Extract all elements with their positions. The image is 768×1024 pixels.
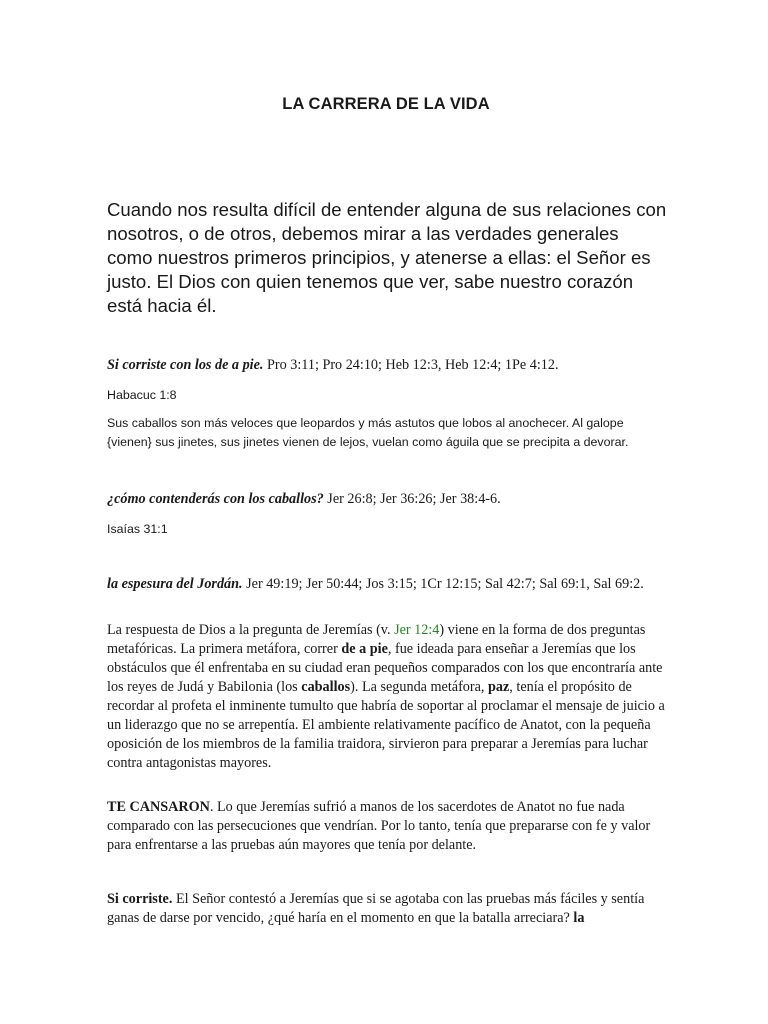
section-1-line (107, 356, 665, 375)
bold-term: TE CANSARON (107, 799, 210, 815)
bold-term: la (573, 910, 585, 926)
commentary-paragraph-1 (107, 621, 665, 773)
section-3-refs: Jer 49:19; Jer 50:44; Jos 3:15; 1Cr 12:15; Sal 42:7; Sal 69:1, Sal 69:2. (242, 576, 644, 592)
bold-term: de a pie (341, 641, 388, 657)
section-2-line (107, 490, 665, 509)
habacuc-reference: Habacuc 1:8 (107, 388, 177, 402)
commentary-text: El Señor contestó a Jeremías que si se agotaba con las pruebas más fáciles y sentía ganas de darse por vencido, ¿qué haría en el momento en que la batalla arreciara? (107, 891, 645, 926)
commentary-paragraph-3 (107, 890, 665, 928)
commentary-text: ) viene en la forma de dos preguntas metafóricas. La primera metáfora, correr (107, 622, 646, 657)
section-1-heading: Si corriste con los de a pie. (107, 357, 264, 373)
section-3-heading: la espesura del Jordán. (107, 576, 243, 592)
commentary-text: , fue ideada para enseñar a Jeremías que los obstáculos que él enfrentaba en su ciudad eran pequeños comparados con los que encontraría ante los reyes de Judá y Babilonia (los (107, 641, 663, 695)
bold-term: paz (488, 679, 510, 695)
commentary-text: . Lo que Jeremías sufrió a manos de los sacerdotes de Anatot no fue nada comparado con las persecuciones que vendrían. Por lo tanto, tenía que prepararse con fe y valor para enfrentarse a las pruebas aún mayores que tenía por delante. (107, 799, 651, 853)
commentary-paragraph-2 (107, 798, 665, 855)
section-2-heading: ¿cómo contenderás con los caballos? (107, 491, 324, 507)
habacuc-text: Sus caballos son más veloces que leopardos y más astutos que lobos al anochecer. Al galope {vienen} sus jinetes, sus jinetes vienen de lejos, vuelan como águila que se precipita a devorar. (107, 416, 629, 449)
commentary-text: , tenía el propósito de recordar al profeta el inminente tumulto que habría de soportar al proclamar el mensaje de juicio a un liderazgo que no se arrepentía. El ambiente relativamente pacífico de Anatot, con la pequeña oposición de los miembros de la familia traidora, sirvieron para preparar a Jeremías para luchar contra antagonistas mayores. (107, 679, 665, 771)
page-title: LA CARRERA DE LA VIDA (282, 95, 490, 113)
isaias-reference: Isaías 31:1 (107, 522, 168, 536)
commentary-text: ). La segunda metáfora, (350, 679, 489, 695)
jer-12-4-link[interactable]: Jer 12:4 (394, 622, 440, 638)
section-2-refs: Jer 26:8; Jer 36:26; Jer 38:4-6. (323, 491, 501, 507)
commentary-text: La respuesta de Dios a la pregunta de Jeremías (v. (107, 622, 395, 638)
bold-term: caballos (301, 679, 351, 695)
bold-term: Si corriste. (107, 891, 173, 907)
section-3-line (107, 575, 665, 594)
section-1-refs: Pro 3:11; Pro 24:10; Heb 12:3, Heb 12:4; 1Pe 4:12. (263, 357, 559, 373)
intro-paragraph: Cuando nos resulta difícil de entender alguna de sus relaciones con nosotros, o de otros, debemos mirar a las verdades generales como nuestros primeros principios, y atenerse a ellas: el Señor es justo. El Dios con quien tenemos que ver, sabe nuestro corazón está hacia él. (107, 199, 667, 316)
